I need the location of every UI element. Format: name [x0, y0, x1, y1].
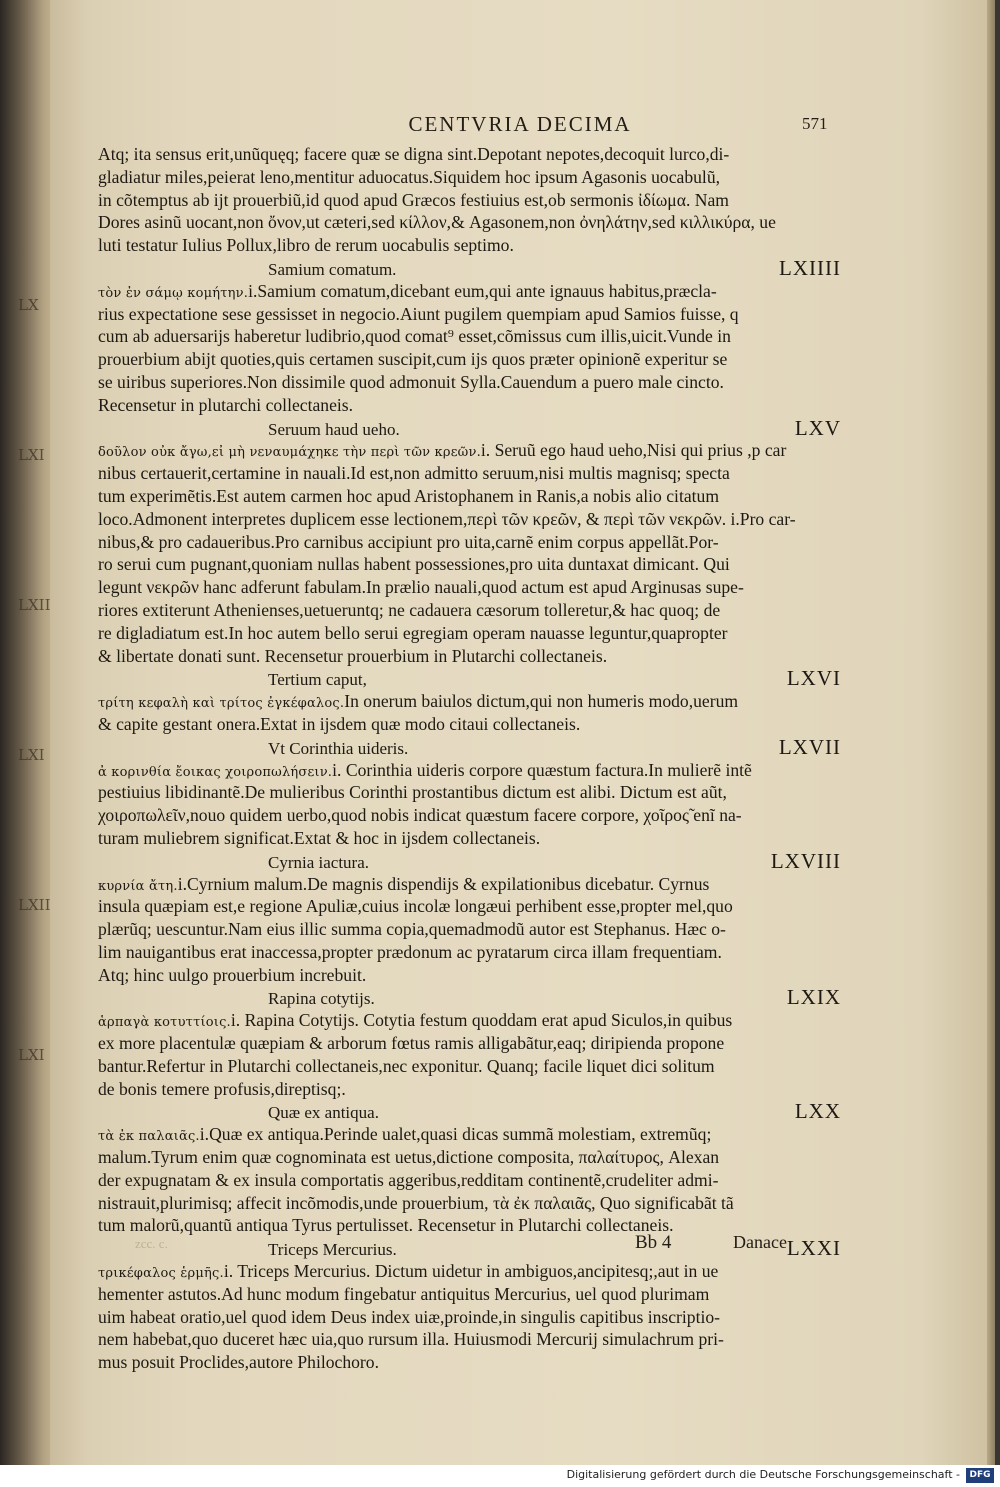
text-line: hementer astutos.Ad hunc modum fingebatur antiquitus Mercurius, uel quod plurimam [98, 1283, 710, 1304]
text-line-content: i.Samium comatum,dicebant eum,qui ante ignauus habitus,præcla- [248, 280, 717, 301]
text-line: gladiatur miles,peierat leno,mentitur aduocatus.Siquidem hoc ipsum Agasonis uocabulũ, [98, 166, 721, 187]
entry-heading [98, 1100, 843, 1123]
entry-title: Tertium caput, [268, 670, 367, 690]
text-line: plærũq; uescuntur.Nam eius illic summa copia,quemadmodũ autor est Stephanus. Hæc o- [98, 919, 726, 940]
text-line-content: In onerum baiulos dictum,qui non humeris modo,uerum [344, 691, 739, 712]
greek-proverb: ἀ κορινθία ἔοικας χοιροπωλήσειν. [98, 764, 333, 780]
text-line: Atq; ita sensus erit,unũquęq; facere quæ se digna sint.Depotant nepotes,decoquit lurco,di- [98, 144, 730, 164]
text-line [98, 1123, 843, 1146]
text-line-content: i.Quæ ex antiqua.Perinde ualet,quasi dicas summã molestiam, extremũq; [199, 1124, 712, 1145]
entry-heading [98, 667, 843, 690]
text-line: in cõtemptus ab ijt prouerbiũ,id quod apud Græcos festiuius est,ob sermonis ἰδίωμα. Nam [98, 189, 729, 210]
catchword: Danace [733, 1232, 787, 1252]
greek-proverb: δοῦλον οὐκ ἄγω,εἰ μὴ νεναυμάχηκε τὴν περὶ τῶν κρεῶν. [98, 445, 481, 461]
text-line: der expugnatam & ex insula comportatis aggeribus,redditam continentẽ,crudeliter admi- [98, 1169, 719, 1190]
entry-number: LXVII [778, 734, 841, 759]
text-line: Atq; hinc uulgo prouerbium increbuit. [98, 964, 367, 985]
text-line: nibus,& pro cadaueribus.Pro carnibus accipiunt pro uita,carnẽ enim corpus appellãt.Por- [98, 531, 719, 552]
text-line [98, 439, 843, 462]
facing-page-fragment-line: LXI [18, 446, 45, 464]
text-line [98, 873, 843, 896]
text-line-content: i. Seruũ ego haud ueho,Nisi qui prius ,p car [480, 440, 787, 461]
text-line: Dores asinũ uocant,non ὄνον,ut cæteri,sed κίλλον,& Agasonem,non ὀνηλάτην,sed κιλλικύρα, ue [98, 212, 776, 233]
entry-number: LXVIII [770, 848, 841, 873]
text-line-content: i. Rapina Cotytijs. Cotytia festum quoddam erat apud Siculos,in quibus [230, 1010, 733, 1031]
running-head: CENTVRIA DECIMA [408, 112, 632, 136]
greek-proverb: κυρνία ἄτη. [98, 878, 178, 894]
digitization-footer [0, 1465, 1000, 1487]
page-right-edge [987, 0, 995, 1465]
text-line: re digladiatum est.In hoc autem bello serui egregiam operam nauasse leguntur,quapropter [98, 622, 728, 643]
text-line [98, 1009, 843, 1032]
text-line: rius expectatione sese gessisset in negocio.Aiunt pugilem quempiam apud Samios fuisse, q [98, 303, 739, 324]
facing-page-fragment-line: LXI [18, 1046, 45, 1064]
entry-title: Triceps Mercurius. [268, 1240, 397, 1260]
entry-heading [98, 736, 843, 759]
text-line: pestiuius libidinantẽ.De mulieribus Corinthi prostantibus dictum est alibi. Dictum est aũt, [98, 782, 727, 803]
entry-number: LXIX [786, 985, 841, 1010]
entry-title: Rapina cotytijs. [268, 989, 375, 1009]
text-line-content: i. Corinthia uideris corpore quæstum factura.In mulierẽ intẽ [332, 759, 752, 780]
text-line: prouerbium abijt quoties,quis certamen suscipit,cum ijs quos præter opinionẽ experitur se [98, 349, 728, 370]
text-line: tum malorũ,quantũ antiqua Tyrus pertulisset. Recensetur in Plutarchi collectaneis. [98, 1215, 674, 1236]
text-line: nistrauit,plurimisq; affecit incõmodis,unde prouerbium, τὰ ἐκ παλαιᾶς, Quo significabãt tã [98, 1192, 734, 1213]
text-line: legunt νεκρῶν hanc adferunt fabulam.In prælio nauali,quod actum est apud Arginusas supe- [98, 577, 744, 598]
text-line [98, 759, 843, 782]
facing-page-fragment-line: LXII [18, 896, 51, 914]
text-block [98, 143, 843, 1374]
text-line [98, 280, 843, 303]
text-line: nibus certauerit,certamine in nauali.Id est,non admitto seruum,nisi multis magnisq; specta [98, 463, 730, 484]
text-line: de bonis temere profusis,direptisq;. [98, 1078, 346, 1099]
greek-proverb: τὸν ἐν σάμῳ κομήτην. [98, 285, 249, 301]
text-line: ro serui cum pugnant,quoniam nullas habent possessiones,pro uita duntaxat dimicant. Qui [98, 554, 730, 575]
greek-proverb: τρικέφαλος ἑρμῆς. [98, 1266, 224, 1282]
greek-proverb: ἁρπαγὰ κοτυττίοις. [98, 1015, 231, 1031]
text-line: uim habeat oratio,uel quod idem Deus index uiæ,proinde,in singulis capitibus inscriptio- [98, 1306, 721, 1327]
text-line: luti testatur Iulius Pollux,libro de rerum uocabulis septimo. [98, 235, 514, 256]
entry-number: LXVI [786, 666, 841, 691]
text-line [98, 690, 843, 713]
dfg-logo: DFG [966, 1468, 994, 1483]
entry-number: LXXI [786, 1236, 841, 1261]
text-line: Recensetur in plutarchi collectaneis. [98, 394, 354, 415]
entry-title: Samium comatum. [268, 259, 397, 279]
entry-heading [98, 1237, 843, 1260]
entry-title: Seruum haud ueho. [268, 419, 400, 439]
text-line: lim nauigantibus erat inaccessa,propter prædonum ac pyratarum circa illam frequentiam. [98, 941, 722, 962]
text-line: bantur.Refertur in Plutarchi collectaneis,nec exponitur. Quanq; facile liquet dici solitum [98, 1055, 715, 1076]
text-line: χοιροπωλεῖν,nouo quidem uerbo,quod nobis indicat quæstum facere corpore, χοῖρος̃ enĩ na- [98, 805, 742, 826]
greek-proverb: τὰ ἐκ παλαιᾶς. [98, 1129, 200, 1145]
text-line: & libertate donati sunt. Recensetur prouerbium in Plutarchi collectaneis. [98, 645, 608, 666]
text-line-content: i.Cyrnium malum.De magnis dispendijs & expilationibus dicebatur. Cyrnus [177, 873, 710, 894]
entry-number: LXX [794, 1099, 841, 1124]
entry-number: LXIIII [779, 255, 841, 280]
text-line: insula quæpiam est,e regione Apuliæ,cuius incolæ longæui perhibent esse,propter mel,quo [98, 896, 733, 917]
entry-number: LXV [794, 415, 841, 440]
text-line: ex more placentulæ quæpiam & arborum fœtus ramis alligabãtur,eaq; diripienda propone [98, 1033, 725, 1054]
greek-proverb: τρίτη κεφαλὴ καὶ τρίτος ἐγκέφαλος. [98, 696, 345, 712]
text-line: tum experimẽtis.Est autem carmen hoc apud Aristophanem in Ranis,a nobis alio citatum [98, 485, 720, 506]
text-line [98, 1260, 843, 1283]
faint-mark: zcc. c. [135, 1236, 168, 1251]
facing-page-fragment-line: LX [18, 296, 39, 314]
signature-mark: Bb 4 [635, 1232, 672, 1253]
folio-number: 571 [802, 114, 828, 133]
entry-heading [98, 986, 843, 1009]
text-line: nem habebat,quo duceret hæc uia,quo rursum illa. Huiusmodi Mercurij simulachrum pri- [98, 1329, 724, 1350]
text-line: malum.Tyrum enim quæ cognominata est uetus,dictione composita, παλαίτυρος, Alexan [98, 1147, 720, 1168]
book-page [50, 0, 995, 1465]
text-line: turam muliebrem significat.Extat & hoc in ijsdem collectaneis. [98, 827, 541, 848]
facing-page-fragment-line: LXII [18, 596, 51, 614]
text-line: riores extiterunt Athenienses,uetueruntq; ne cadauera cæsorum tolleretur,& hac quoq; de [98, 599, 721, 620]
entry-heading [98, 850, 843, 873]
text-line: loco.Admonent interpretes duplicem esse lectionem,περὶ τῶν κρεῶν, & περὶ τῶν νεκρῶν. i.Pro car- [98, 508, 796, 529]
text-line: se uiribus superiores.Non dissimile quod admonuit Sylla.Cauendum a puero male cincto. [98, 371, 724, 392]
entry-title: Vt Corinthia uideris. [268, 738, 409, 758]
text-line: mus posuit Proclides,autore Philochoro. [98, 1352, 379, 1373]
digitization-credit: Digitalisierung gefördert durch die Deutsche Forschungsgemeinschaft - [566, 1468, 960, 1481]
facing-page-fragment-line: LXI [18, 746, 45, 764]
entry-heading [98, 417, 843, 440]
text-line-content: i. Triceps Mercurius. Dictum uidetur in ambiguos,ancipitesq;,aut in ue [223, 1261, 719, 1282]
text-line: cum ab aduersarijs haberetur ludibrio,quod comat⁹ esset,cõmissus cum illis,uicit.Vunde in [98, 326, 731, 347]
text-line: & capite gestant onera.Extat in ijsdem quæ modo citaui collectaneis. [98, 713, 581, 734]
entry-title: Quæ ex antiqua. [268, 1103, 379, 1123]
entry-heading [98, 257, 843, 280]
entry-title: Cyrnia iactura. [268, 852, 370, 872]
